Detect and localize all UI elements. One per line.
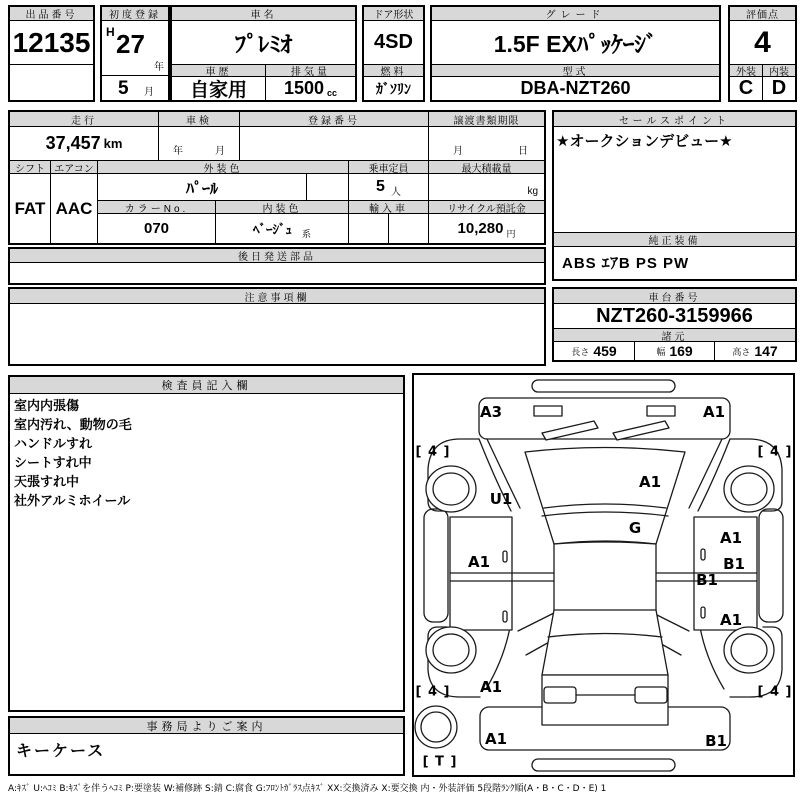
damage-label-right-rear-door: A1 (719, 611, 743, 629)
car-name-value: ﾌﾟﾚﾐｵ (234, 31, 293, 57)
office-info-value: キーケース (16, 743, 106, 760)
factory-equipment-label: 純正装備 (554, 232, 795, 247)
exterior-color-value: ﾊﾟｰﾙ (97, 174, 306, 200)
damage-label-front-right: A1 (702, 403, 726, 421)
spec-width-label: 幅 (656, 346, 666, 357)
auction-number-value: 12135 (12, 26, 91, 58)
tire-depth-front-left: [ 4 ] (415, 444, 451, 460)
factory-equipment-value: ABS ｴｱB PS PW (562, 255, 690, 272)
first-registration-month-cell (102, 75, 168, 100)
interior-color-suffix: 系 (301, 229, 311, 239)
damage-label-left-front-door: A1 (467, 553, 491, 571)
mileage-value (10, 127, 158, 160)
exterior-color-empty-cell (306, 174, 348, 200)
later-parts-label: 後日発送部品 (10, 249, 544, 263)
first-registration-box (100, 5, 170, 102)
inspector-notes-label: 検査員記入欄 (10, 377, 403, 394)
cautions-value (10, 304, 544, 364)
registration-no-value-cell (239, 127, 428, 160)
damage-label-left-rear-quarter: A1 (479, 678, 503, 696)
shift-value: FAT (14, 198, 46, 218)
damage-diagram (412, 373, 795, 777)
damage-code-legend: A:ｷｽﾞ U:ﾍｺﾐ B:ｷｽﾞを伴うﾍｺﾐ P:要塗装 W:補修跡 S:錆 C:腐食 G:ﾌﾛﾝﾄｶﾞﾗｽ点ｷｽﾞ XX:交換済み X:要交換 内・外装評価 5段階ﾗﾝｸ順(A・B・C・D・E) 1 (8, 784, 607, 794)
aircon-label: エアコン (50, 160, 97, 174)
damage-label-windshield: A1 (638, 473, 662, 491)
vehicle-info-box (8, 110, 546, 245)
auction-number-empty-cell (10, 64, 93, 100)
damage-label-front-left: A3 (479, 403, 503, 421)
imported-cell-1 (348, 214, 388, 243)
recycle-deposit-value (428, 214, 544, 243)
score-label: 評価点 (730, 7, 795, 21)
mileage-label: 走行 (10, 112, 158, 127)
displacement-unit: cc (327, 88, 338, 98)
spec-length-label: 長さ (571, 346, 590, 357)
inspection-value-cell (158, 127, 239, 160)
max-load-value-cell (428, 174, 544, 200)
spec-height-value: 147 (754, 343, 778, 359)
inspector-note-line: シートすれ中 (14, 455, 92, 470)
exterior-color-label: 外装色 (97, 160, 348, 174)
car-name-label: 車名 (172, 7, 355, 21)
grade-label: グレード (432, 7, 719, 21)
grade-value: 1.5F EXﾊﾟｯｹｰｼﾞ (493, 31, 658, 57)
recycle-deposit-number: 10,280 (457, 220, 504, 237)
imported-cell-2 (388, 214, 428, 243)
interior-grade-value: D (762, 77, 795, 100)
tire-depth-rear-left: [ 4 ] (415, 684, 451, 700)
car-outline-drawing (414, 375, 793, 775)
color-no-label: カラーNo. (97, 200, 215, 214)
max-load-unit: kg (527, 186, 538, 197)
recycle-deposit-label: リサイクル預託金 (428, 200, 544, 214)
seating-label: 乗車定員 (348, 160, 428, 174)
tire-depth-front-right: [ 4 ] (757, 444, 793, 460)
displacement-label: 排気量 (265, 64, 355, 77)
score-box (728, 5, 797, 102)
damage-label-right-front-door-a: A1 (719, 529, 743, 547)
first-registration-label: 初度登録 (102, 7, 168, 21)
imported-label: 輸入車 (348, 200, 428, 214)
era-letter: H (106, 25, 115, 39)
damage-label-glass-chip: G (628, 519, 642, 537)
sales-point-value: ★オークションデビュー★ (556, 133, 733, 150)
interior-grade-label: 内装 (762, 64, 795, 77)
registration-no-label: 登録番号 (239, 112, 428, 127)
aircon-value: AAC (50, 174, 97, 243)
model-code-label: 型式 (432, 64, 719, 77)
cautions-box (8, 287, 546, 366)
shift-label: シフト (10, 160, 50, 174)
inspection-month-unit: 月 (215, 146, 225, 157)
cautions-label: 注意事項欄 (10, 289, 544, 304)
month-unit: 月 (144, 87, 154, 98)
sales-point-box (552, 110, 797, 281)
spec-width (634, 342, 714, 360)
mileage-number: 37,457 (45, 133, 101, 153)
spec-height-label: 高さ (732, 346, 751, 357)
spec-length (554, 342, 634, 360)
exterior-grade-label: 外装 (730, 64, 762, 77)
inspector-note-line: 室内汚れ、動物の毛 (14, 417, 132, 432)
transfer-deadline-label: 譲渡書類期限 (428, 112, 544, 127)
later-parts-box (8, 247, 546, 285)
door-shape-label: ドア形状 (364, 7, 423, 21)
inspector-note-line: ハンドルすれ (14, 436, 93, 451)
seating-unit: 人 (390, 187, 401, 198)
car-history-label: 車歴 (172, 64, 265, 77)
model-code-value: DBA-NZT260 (520, 78, 631, 98)
exterior-grade-value: C (738, 77, 754, 99)
inspector-note-line: 社外アルミホイール (14, 493, 131, 508)
chassis-box (552, 287, 797, 362)
transfer-month-unit: 月 (453, 146, 463, 157)
inspector-note-line: 天張すれ中 (14, 474, 80, 489)
office-info-label: 事務局よりご案内 (10, 718, 403, 734)
fuel-label: 燃料 (364, 64, 423, 77)
car-name-box (170, 5, 357, 102)
damage-label-left-fender: U1 (489, 490, 513, 508)
chassis-label: 車台番号 (554, 289, 795, 304)
interior-color-value (215, 214, 348, 243)
sales-point-label: セールスポイント (554, 112, 795, 127)
inspection-year-unit: 年 (173, 146, 183, 157)
seating-value (348, 174, 428, 200)
seating-number: 5 (376, 178, 385, 195)
inspector-notes-box (8, 375, 405, 712)
spec-height (714, 342, 795, 360)
auction-number-box (8, 5, 95, 102)
door-shape-value: 4SD (374, 31, 413, 53)
first-registration-year-cell (102, 21, 168, 75)
inspector-note-line: 室内内張傷 (14, 398, 80, 413)
max-load-label: 最大積載量 (428, 160, 544, 174)
car-history-value: 自家用 (189, 80, 247, 100)
score-value: 4 (754, 25, 771, 59)
transfer-day-unit: 日 (518, 146, 528, 157)
recycle-deposit-unit: 円 (506, 229, 516, 239)
interior-color-label: 内装色 (215, 200, 348, 214)
grade-box (430, 5, 721, 102)
inspection-label: 車検 (158, 112, 239, 127)
chassis-value: NZT260-3159966 (596, 304, 753, 327)
later-parts-value (10, 263, 544, 283)
spec-length-value: 459 (593, 343, 617, 359)
displacement-number: 1500 (283, 78, 325, 98)
tire-depth-rear-right: [ 4 ] (757, 684, 793, 700)
year-unit: 年 (154, 62, 164, 73)
mileage-unit: km (103, 136, 123, 151)
fuel-value: ｶﾞｿﾘﾝ (376, 80, 411, 97)
door-shape-box (362, 5, 425, 102)
first-registration-year: 27 (116, 29, 145, 59)
spec-width-value: 169 (669, 343, 693, 359)
transfer-deadline-value-cell (428, 127, 544, 160)
damage-label-rear-bumper-left: A1 (484, 730, 508, 748)
office-info-box (8, 716, 405, 776)
damage-label-rear-bumper-right: B1 (705, 732, 727, 750)
auction-number-label: 出品番号 (10, 7, 93, 21)
displacement-value (265, 77, 355, 100)
specs-label: 諸元 (554, 328, 795, 342)
damage-label-right-front-door-b: B1 (723, 555, 745, 573)
color-no-value: 070 (97, 214, 215, 243)
spare-tire-marker: [ T ] (422, 754, 458, 770)
interior-color-name: ﾍﾞｰｼﾞｭ (252, 222, 292, 237)
damage-label-right-pillar: B1 (696, 571, 718, 589)
first-registration-month: 5 (118, 78, 129, 99)
inspector-notes-body (10, 396, 403, 710)
